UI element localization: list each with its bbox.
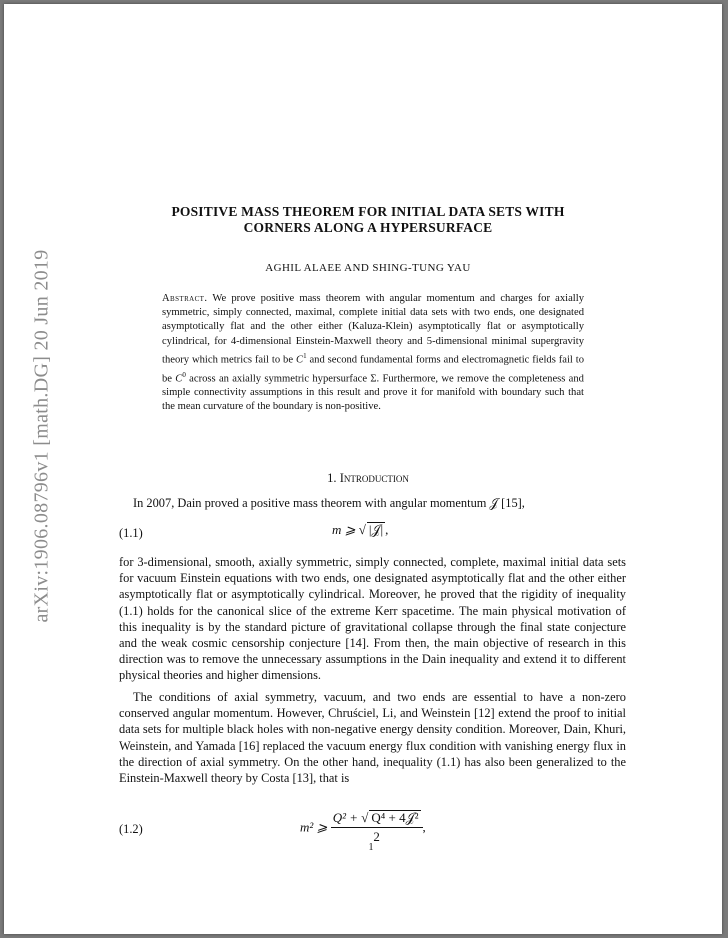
c1-superscript: 1 [303,351,307,360]
eq2-radicand: Q⁴ + 4𝒥² [371,810,419,825]
title-line-2: CORNERS ALONG A HYPERSURFACE [243,220,493,235]
c0-superscript: 0 [182,370,186,379]
abstract-label: Abstract. [162,293,208,304]
eq2-lhs: m² ⩾ [300,819,331,835]
arxiv-identifier[interactable]: arXiv:1906.08796v1 [math.DG] 20 Jun 2019 [30,249,53,623]
eq2-num-a: Q² + [332,810,362,825]
paragraph-1: for 3-dimensional, smooth, axially symmetric, simply connected, complete, maximal initial data sets for vacuum Einstein equations with two ends, one designated asymptotically flat and the other either asymptotically flat or asymptotically cylindrical. Moreover, he proved that the rigidity of inequality (1.1) holds for the canonical slice of the extreme Kerr spacetime. The main physical motivation of this inequality is by the standard picture of gravitational collapse through the final state conjecture and the weak cosmic censorship conjecture [14]. From then, the main objective of research in this direction was to remove the unnecessary assumptions in the Dain inequality and extend it to different physical theories and higher dimensions. [119,555,626,683]
section-heading [104,471,632,486]
paper-page [4,4,722,934]
page-number: 1 [368,842,374,853]
author-list: AGHIL ALAEE AND SHING-TUNG YAU [265,262,471,274]
equation-number-1-2: (1.2) [119,822,143,836]
title-line-1: POSITIVE MASS THEOREM FOR INITIAL DATA SETS WITH [171,204,565,219]
equation-1-1: m ⩾ √ |𝒥| , [332,522,389,537]
abstract-text-b: and second fundamental forms and electromagnetic fields fail to be [162,354,584,385]
eq2-trail: , [422,819,426,835]
paper-title [104,204,632,236]
c1-symbol: C [295,354,304,366]
eq1-trail: , [385,522,389,537]
intro-sentence: In 2007, Dain proved a positive mass theorem with angular momentum 𝒥 [15], [133,496,525,510]
c0-symbol: C [175,373,183,385]
eq2-denominator: 2 [373,829,380,844]
section-number: 1. [327,471,337,485]
eq1-lhs: m ⩾ [332,522,359,537]
eq1-radicand: |𝒥| [368,522,384,537]
abstract-text-a: We prove positive mass theorem with angular momentum and charges for axially symmetric, simply connected, maximal, complete initial data sets with two ends, one designated asymptotically flat and the other either (Kaluza-Klein) asymptotically flat or asymptotically cylindrical, for 4-dimensional Einstein-Maxwell theory and 5-dimensional minimal supergravity theory which metrics fail to be [162,293,584,366]
eq2-fraction [331,810,423,845]
abstract-text-c: across an axially symmetric hypersurface Σ. Furthermore, we remove the completeness and simple connectivity assumptions in this result and prove it for manifold with boundary such that the mean curvature of the boundary is non-positive. [162,373,584,413]
abstract [162,292,584,415]
equation-1-2 [300,810,426,845]
paragraph-2: The conditions of axial symmetry, vacuum, and two ends are essential to have a non-zero conserved angular momentum. However, Chruściel, Li, and Weinstein [12] extend the proof to initial data sets for multiple black holes with non-negative energy density condition. Moreover, Dain, Khuri, Weinstein, and Yamada [16] replaced the vacuum energy flux condition with vanishing energy flux in the direction of axial symmetry. On the other hand, inequality (1.1) has also been generalized to the Einstein-Maxwell theory by Costa [13], that is [119,690,626,786]
eq2-numerator: Q² + √ Q⁴ + 4𝒥² [331,810,423,828]
section-title: Introduction [339,471,409,485]
equation-number-1-1: (1.1) [119,526,143,540]
